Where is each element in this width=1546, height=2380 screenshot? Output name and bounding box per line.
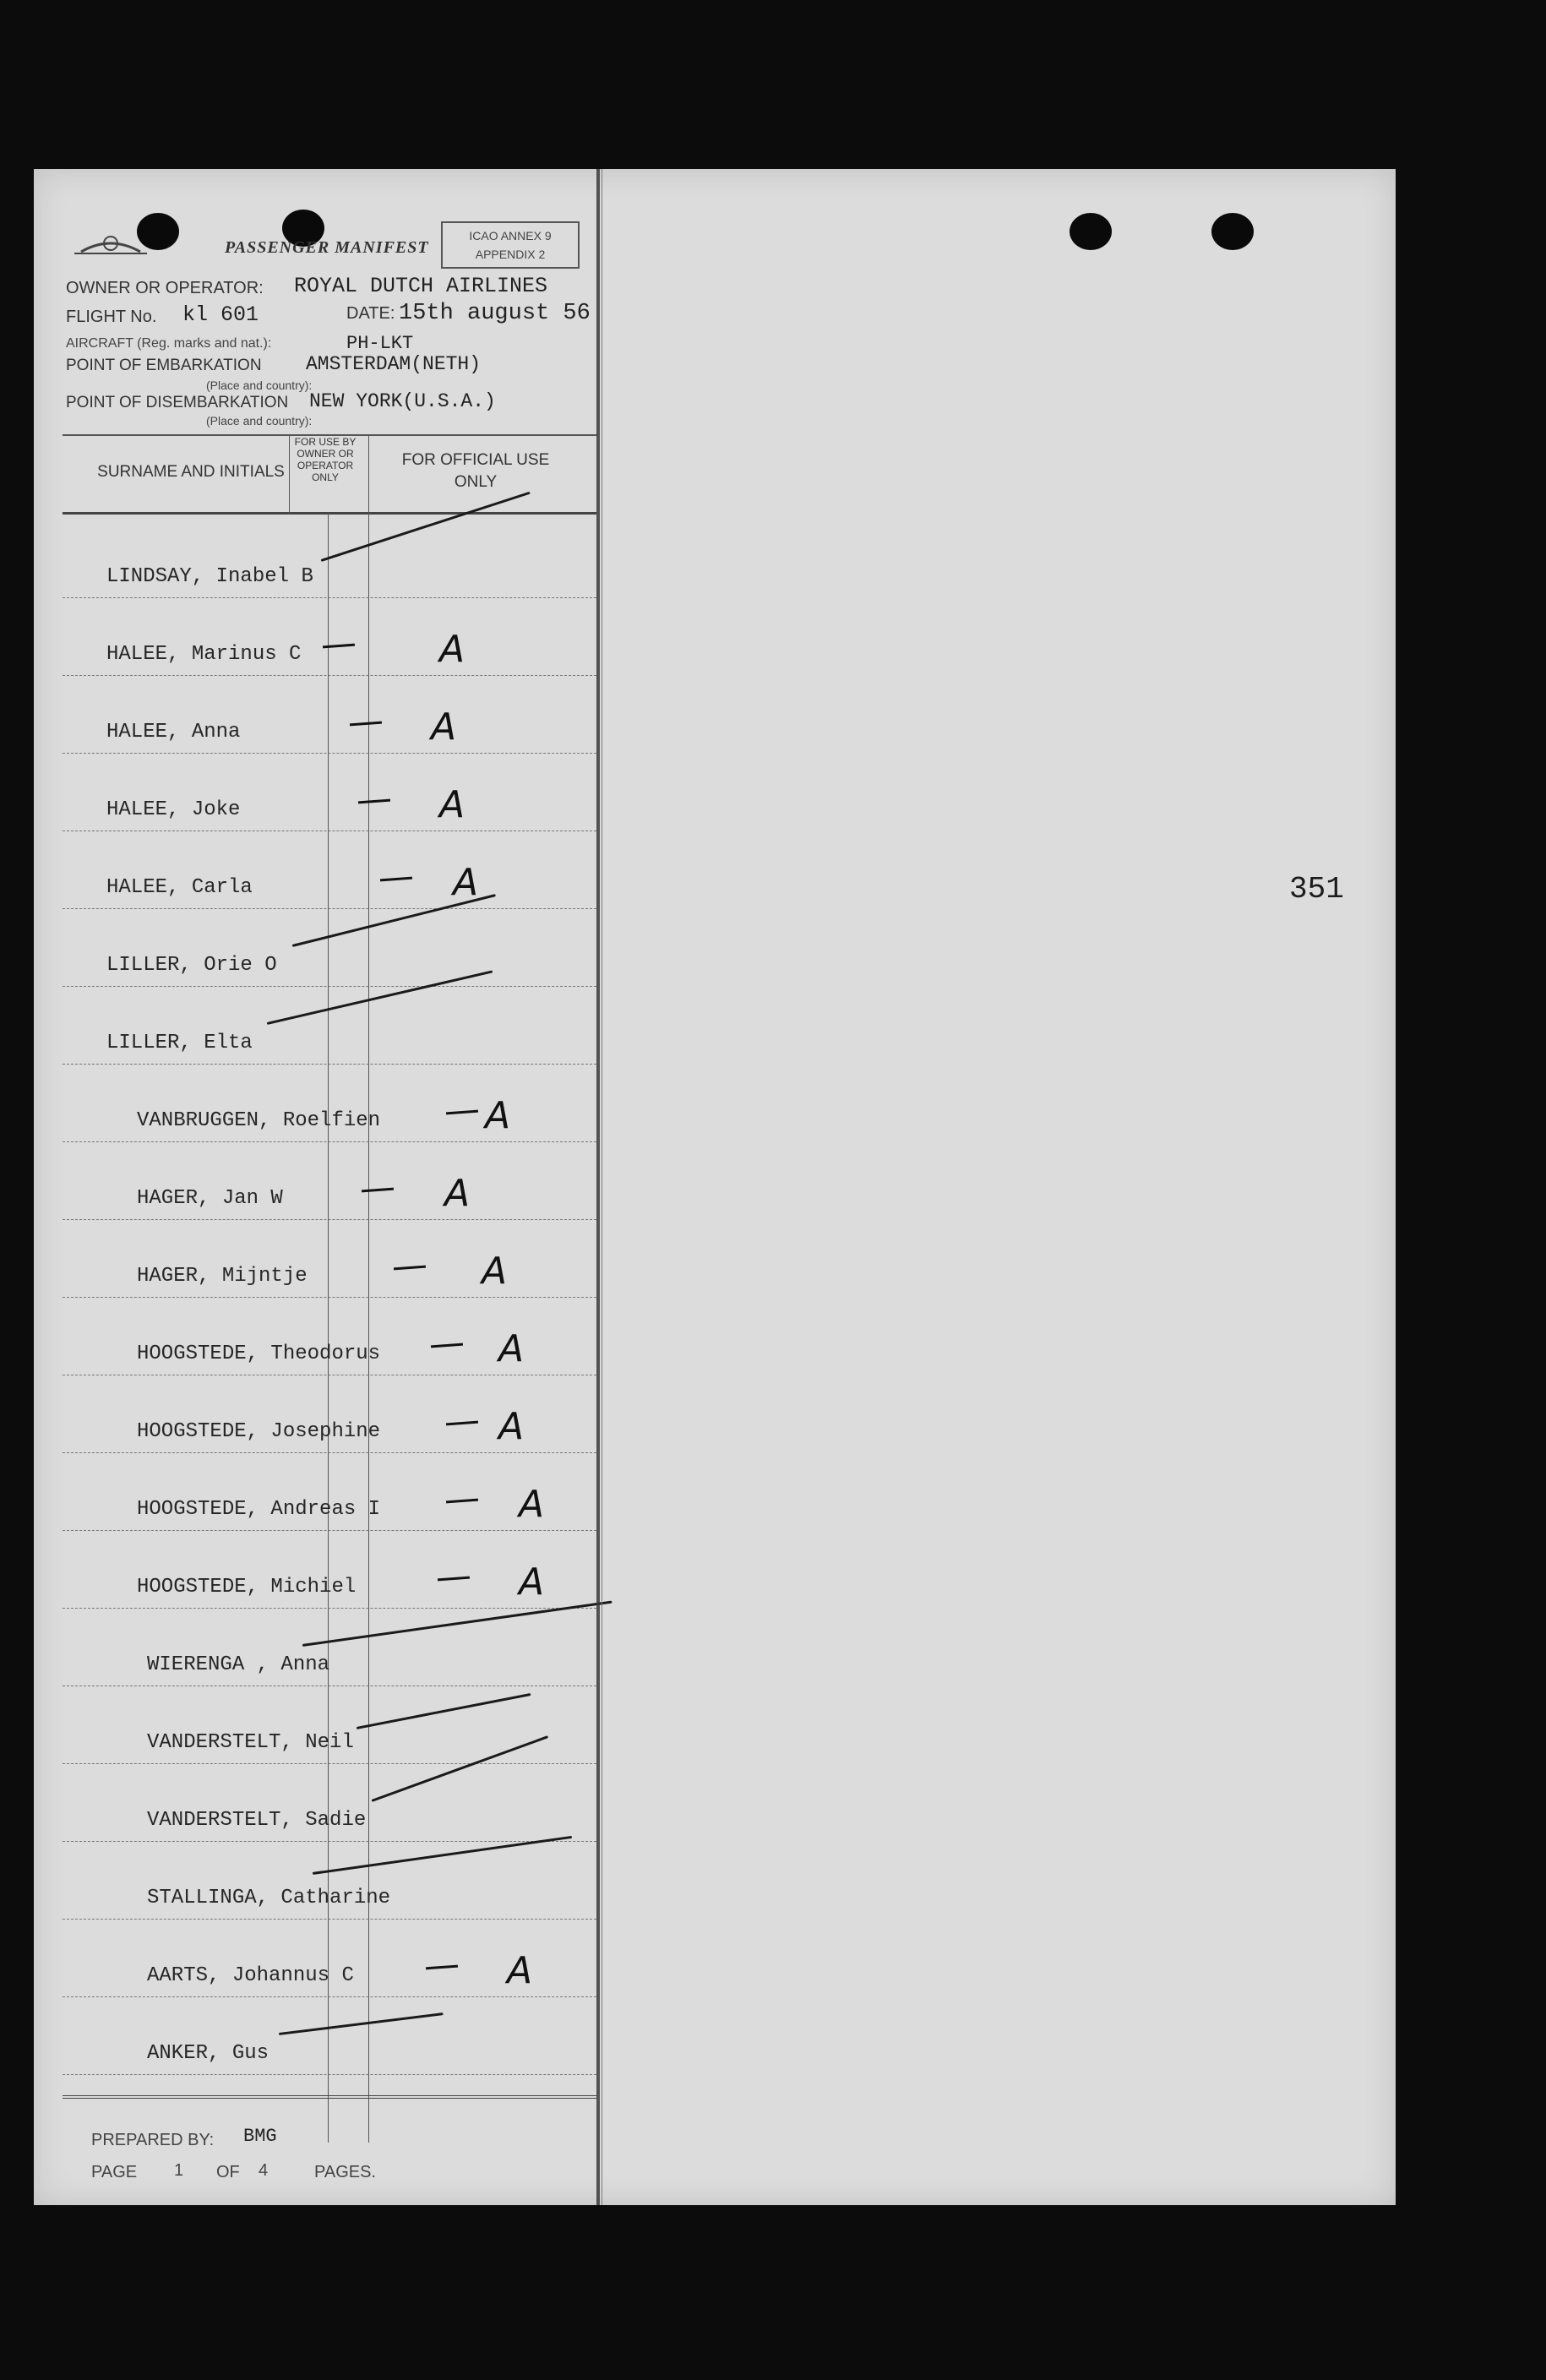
table-row — [63, 598, 596, 676]
passenger-name: HALEE, Carla — [106, 876, 253, 899]
prepared-by-value: BMG — [243, 2126, 277, 2147]
embarkation-value: AMSTERDAM(NETH) — [306, 353, 482, 375]
aircraft-label: AIRCRAFT (Reg. marks and nat.): — [66, 336, 272, 351]
pages-label: PAGES. — [314, 2163, 376, 2181]
status-mark: A — [444, 1172, 471, 1215]
flight-label: FLIGHT No. — [66, 308, 157, 326]
passenger-name: HOOGSTEDE, Andreas I — [137, 1498, 381, 1521]
passenger-name: STALLINGA, Catharine — [147, 1887, 391, 1909]
table-row — [63, 676, 596, 754]
table-row — [63, 987, 596, 1065]
tick-dash — [394, 1266, 426, 1271]
flight-value: kl 601 — [182, 302, 259, 327]
status-mark: A — [519, 1560, 545, 1604]
status-mark: A — [507, 1949, 533, 1992]
status-mark: A — [498, 1327, 525, 1370]
table-row — [63, 520, 596, 598]
column-divider — [289, 436, 290, 514]
table-row — [63, 1842, 596, 1920]
tick-dash — [323, 644, 355, 649]
status-mark: A — [482, 1250, 508, 1293]
status-mark: A — [439, 628, 465, 671]
appendix-line: APPENDIX 2 — [475, 248, 546, 261]
prepared-by-label: PREPARED BY: — [91, 2131, 215, 2149]
table-row — [63, 1065, 596, 1142]
surname-column-header: SURNAME AND INITIALS — [97, 463, 285, 481]
passenger-name: HAGER, Jan W — [137, 1187, 283, 1210]
table-row — [63, 1375, 596, 1453]
tick-dash — [446, 1110, 478, 1115]
tick-dash — [431, 1343, 463, 1348]
table-row — [63, 1764, 596, 1842]
footer-rule — [63, 2095, 596, 2099]
table-row — [63, 831, 596, 909]
passenger-name: VANBRUGGEN, Roelfien — [137, 1109, 381, 1132]
page-number: 1 — [174, 2161, 184, 2180]
table-row — [63, 1531, 596, 1609]
status-mark: A — [485, 1094, 511, 1137]
header-rule — [63, 512, 596, 515]
passenger-name: HALEE, Marinus C — [106, 643, 302, 666]
status-mark: A — [453, 861, 479, 904]
official-use-column-header: FOR OFFICIAL USE ONLY — [401, 451, 550, 491]
table-row — [63, 909, 596, 987]
table-row — [63, 1453, 596, 1531]
passenger-name: ANKER, Gus — [147, 2042, 269, 2065]
passenger-name: HOOGSTEDE, Theodorus — [137, 1342, 381, 1365]
page-fold-divider — [596, 169, 600, 2205]
embarkation-label: POINT OF EMBARKATION — [66, 357, 262, 374]
table-row — [63, 1997, 596, 2075]
table-row — [63, 1220, 596, 1298]
status-mark: A — [498, 1405, 525, 1448]
passenger-name: LILLER, Orie O — [106, 954, 277, 977]
passenger-name: HALEE, Anna — [106, 721, 241, 743]
total-pages: 4 — [259, 2161, 269, 2180]
status-mark: A — [519, 1483, 545, 1526]
manifest-sheet — [34, 169, 1396, 2205]
passenger-name: LINDSAY, Inabel B — [106, 565, 313, 588]
tick-dash — [362, 1188, 394, 1193]
tick-dash — [446, 1421, 478, 1426]
tick-dash — [350, 722, 382, 727]
passenger-name: AARTS, Johannus C — [147, 1964, 354, 1987]
passenger-name: LILLER, Elta — [106, 1032, 253, 1054]
punch-hole — [1211, 213, 1254, 250]
manifest-title: PASSENGER MANIFEST — [225, 238, 429, 257]
punch-hole — [1070, 213, 1112, 250]
table-row — [63, 1920, 596, 1997]
table-row — [63, 1298, 596, 1375]
row-rule — [63, 2074, 596, 2075]
passenger-name: WIERENGA , Anna — [147, 1653, 330, 1676]
table-row — [63, 754, 596, 831]
tick-dash — [446, 1499, 478, 1504]
passenger-name: HOOGSTEDE, Michiel — [137, 1576, 357, 1598]
of-label: OF — [216, 2163, 240, 2181]
page-label: PAGE — [91, 2163, 138, 2181]
owner-label: OWNER OR OPERATOR: — [66, 279, 264, 297]
place-country-note: (Place and country): — [206, 414, 313, 428]
sheet-number: 351 — [1289, 872, 1344, 907]
disembarkation-label: POINT OF DISEMBARKATION — [66, 394, 289, 411]
tick-dash — [358, 799, 390, 804]
tick-dash — [426, 1965, 458, 1970]
owner-value: ROYAL DUTCH AIRLINES — [294, 274, 548, 298]
annex-line: ICAO ANNEX 9 — [469, 229, 552, 242]
place-country-note: (Place and country): — [206, 379, 313, 392]
status-mark: A — [431, 705, 457, 749]
status-mark: A — [439, 783, 465, 826]
owner-use-column-header: FOR USE BY OWNER OR OPERATOR ONLY — [294, 436, 357, 483]
icao-annex-box — [441, 221, 580, 269]
date-label: DATE: — [346, 304, 395, 323]
aircraft-value: PH-LKT — [346, 333, 414, 354]
passenger-name: HAGER, Mijntje — [137, 1265, 308, 1288]
passenger-name: VANDERSTELT, Neil — [147, 1731, 354, 1754]
tick-dash — [438, 1577, 470, 1582]
passenger-name: VANDERSTELT, Sadie — [147, 1809, 367, 1832]
disembarkation-value: NEW YORK(U.S.A.) — [309, 390, 496, 412]
date-value: 15th august 56 — [399, 301, 591, 326]
passenger-name: HOOGSTEDE, Josephine — [137, 1420, 381, 1443]
airline-crown-logo — [73, 233, 149, 259]
table-row — [63, 1609, 596, 1686]
table-row — [63, 1142, 596, 1220]
passenger-name: HALEE, Joke — [106, 798, 241, 821]
tick-dash — [380, 877, 412, 882]
